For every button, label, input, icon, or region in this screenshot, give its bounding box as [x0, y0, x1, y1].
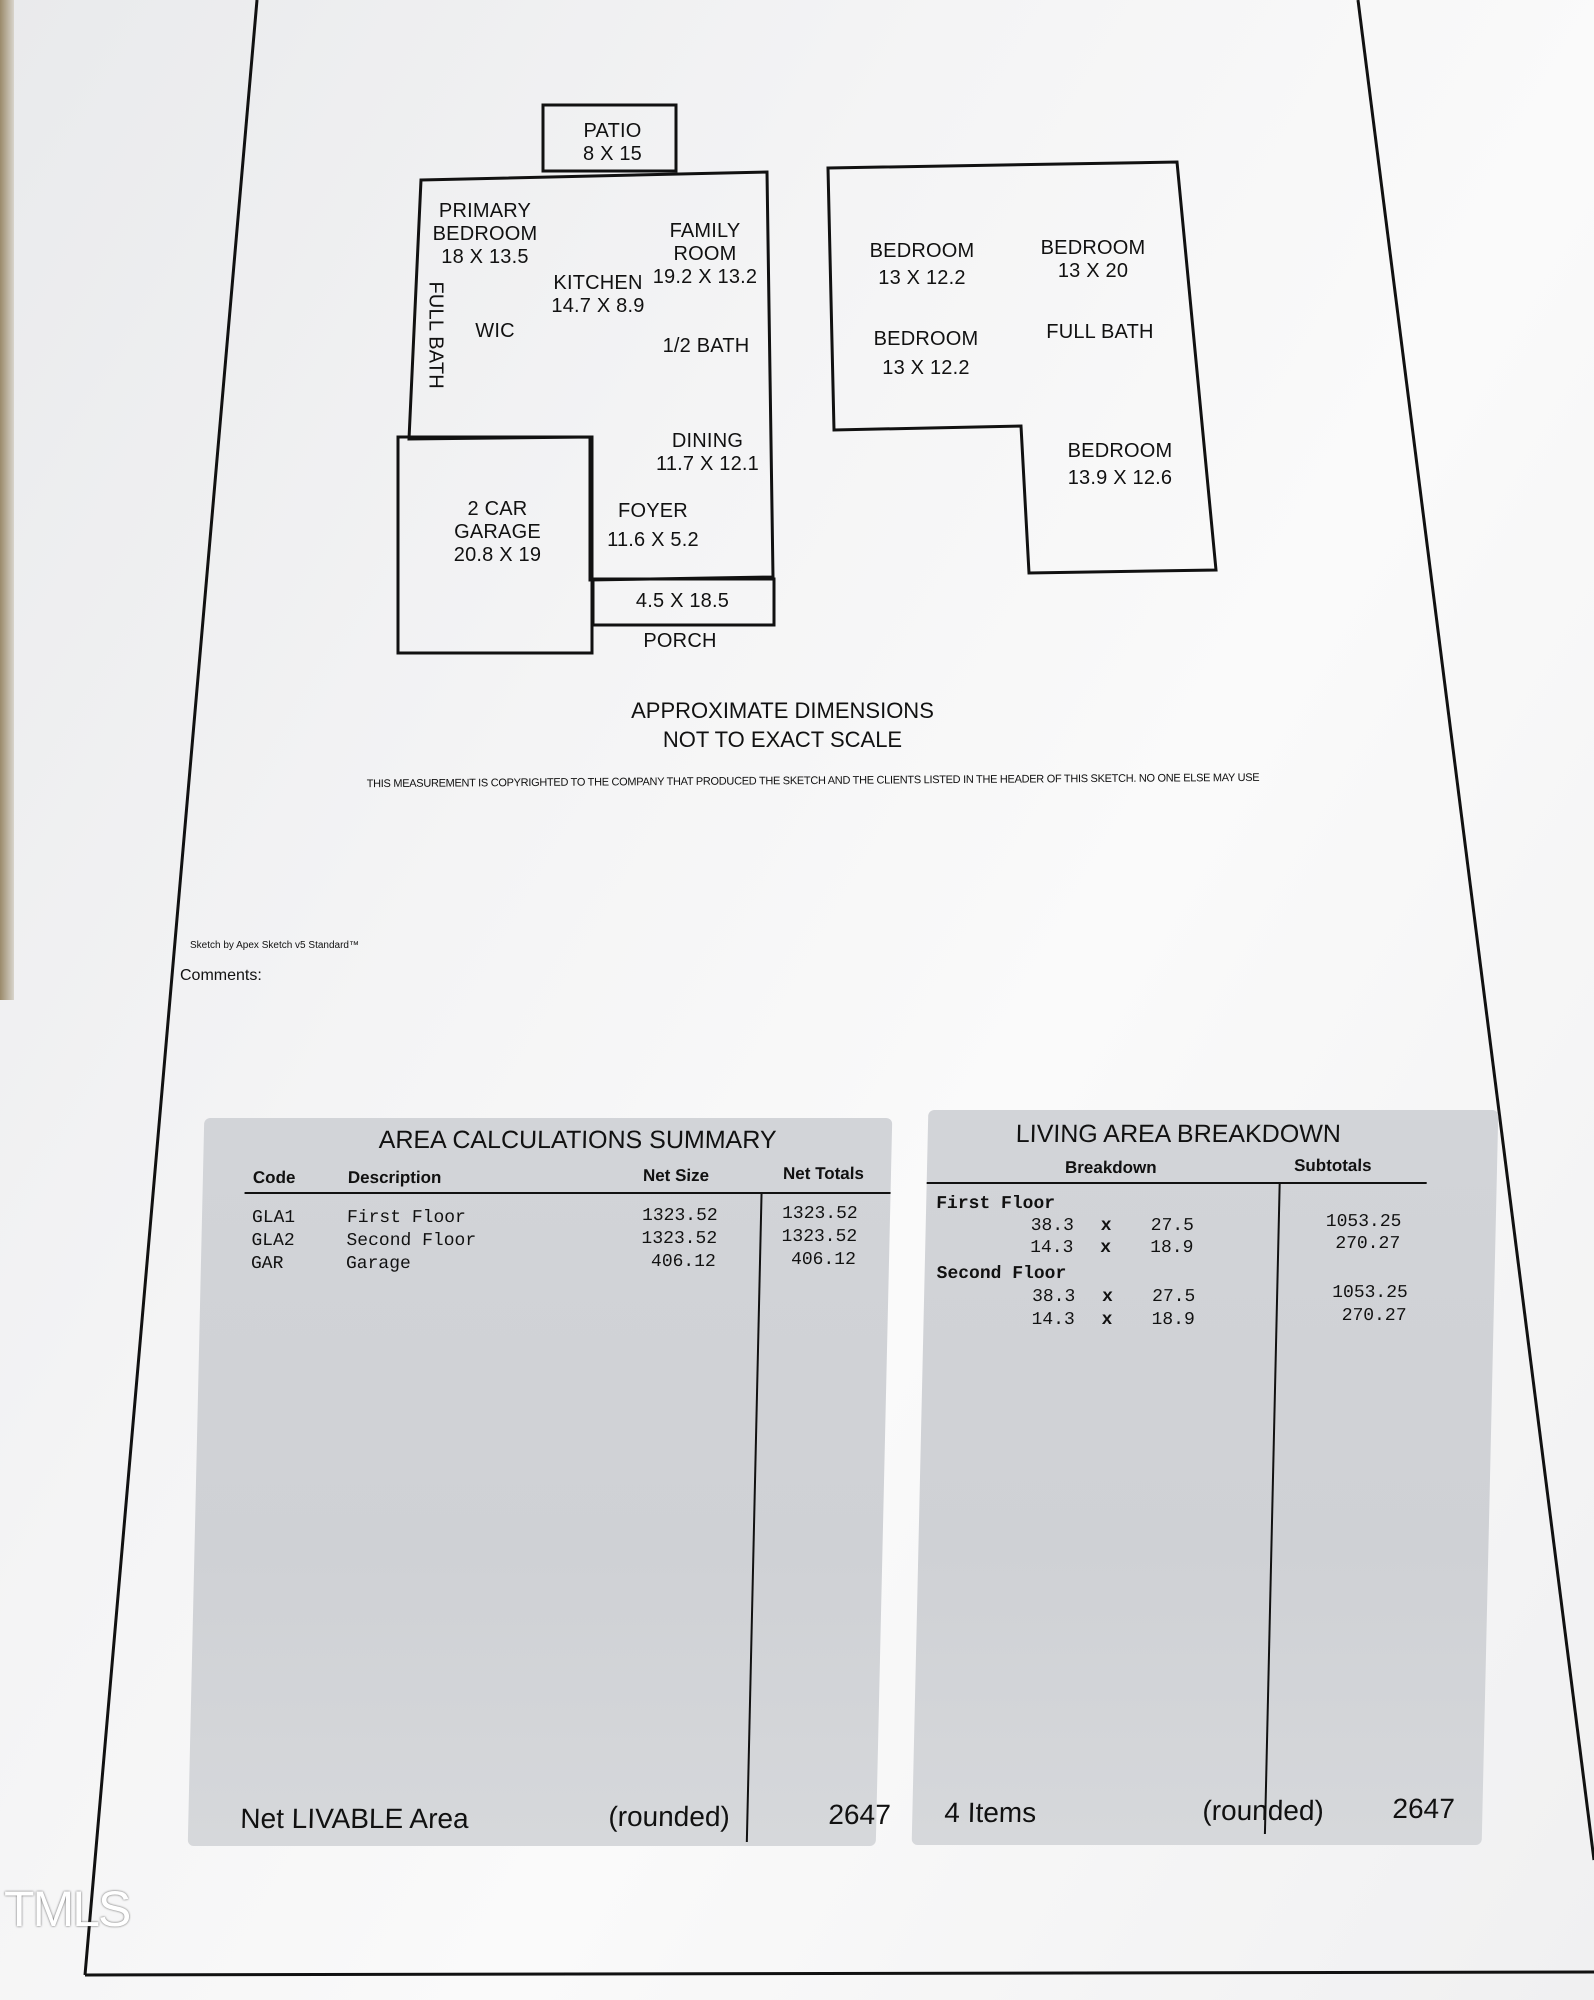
items-count-label: 4 Items	[944, 1797, 1037, 1828]
header-rule	[245, 1192, 891, 1194]
net-livable-total: 2647	[828, 1799, 892, 1830]
subtotals-header: Subtotals	[1293, 1156, 1372, 1175]
net-totals-header: Net Totals	[782, 1164, 865, 1183]
rounded-label: (rounded)	[1202, 1795, 1325, 1826]
tmls-watermark: TMLS	[4, 1881, 130, 1937]
wic-label: WIC	[475, 320, 515, 342]
living-area-total: 2647	[1392, 1793, 1456, 1824]
family-room-label: FAMILY ROOM 19.2 X 13.2	[652, 220, 758, 288]
half-bath-label: 1/2 BATH	[662, 335, 750, 357]
column-divider	[746, 1194, 763, 1842]
second-floor-section: Second Floor	[936, 1264, 1067, 1284]
code-header: Code	[252, 1168, 296, 1187]
first-floor-section: First Floor	[935, 1194, 1056, 1214]
first-floor-outline	[398, 105, 774, 653]
header-rule	[927, 1182, 1427, 1184]
bedroom-a-label: BEDROOM 13 X 12.2	[869, 240, 975, 289]
bedroom-c-label: BEDROOM 13 X 12.2	[873, 328, 979, 379]
comments-label: Comments:	[180, 967, 262, 984]
column-divider	[1264, 1184, 1281, 1834]
porch-size-label: 4.5 X 18.5	[635, 590, 730, 612]
full-bath-1-label: FULL BATH	[424, 281, 447, 389]
page-border-bottom	[85, 1972, 1594, 1975]
area-summary-panel: AREA CALCULATIONS SUMMARY Code Description Net Size Net Totals GLA1 First Floor 1323.52 1323.52 GLA2 Second Floor 1323.52 1323.52 GAR Garage 406.12 406.12 Net LIVABLE Area (rounded) 2647	[188, 1118, 893, 1846]
sketch-by-note: Sketch by Apex Sketch v5 Standard™	[190, 940, 359, 951]
living-breakdown-panel: LIVING AREA BREAKDOWN Breakdown Subtotals First Floor 38.3 x 27.5 1053.25 14.3 x 18.9 270.27 Second Floor 38.3 x 27.5 1053.25 14.3 x 18.9 270.27 4 Items (rounded) 2647	[912, 1110, 1499, 1845]
primary-bedroom-label: PRIMARY BEDROOM 18 X 13.5	[432, 200, 538, 268]
patio-label: PATIO 8 X 15	[582, 120, 643, 165]
area-summary-title: AREA CALCULATIONS SUMMARY	[378, 1126, 777, 1154]
dining-label: DINING 11.7 X 12.1	[655, 430, 760, 475]
rounded-label: (rounded)	[608, 1801, 731, 1832]
breakdown-header: Breakdown	[1064, 1158, 1157, 1177]
net-livable-label: Net LIVABLE Area	[240, 1803, 469, 1834]
living-breakdown-title: LIVING AREA BREAKDOWN	[1015, 1120, 1342, 1148]
copyright-note: THIS MEASUREMENT IS COPYRIGHTED TO THE COMPANY THAT PRODUCED THE SKETCH AND THE CLIENTS LISTED IN THE HEADER OF THIS SKETCH. NO ONE ELSE MAY USE	[366, 771, 1260, 791]
bedroom-b-label: BEDROOM 13 X 20	[1040, 237, 1146, 282]
description-header: Description	[347, 1168, 442, 1187]
foyer-label: FOYER 11.6 X 5.2	[607, 500, 699, 551]
net-size-header: Net Size	[642, 1166, 710, 1185]
bedroom-d-label: BEDROOM 13.9 X 12.6	[1067, 440, 1173, 489]
porch-label: PORCH	[643, 630, 717, 652]
approx-dimensions-note: APPROXIMATE DIMENSIONS NOT TO EXACT SCALE	[631, 698, 934, 753]
full-bath-2-label: FULL BATH	[1046, 321, 1154, 343]
garage-label: 2 CAR GARAGE 20.8 X 19	[453, 498, 542, 566]
kitchen-label: KITCHEN 14.7 X 8.9	[551, 272, 645, 317]
